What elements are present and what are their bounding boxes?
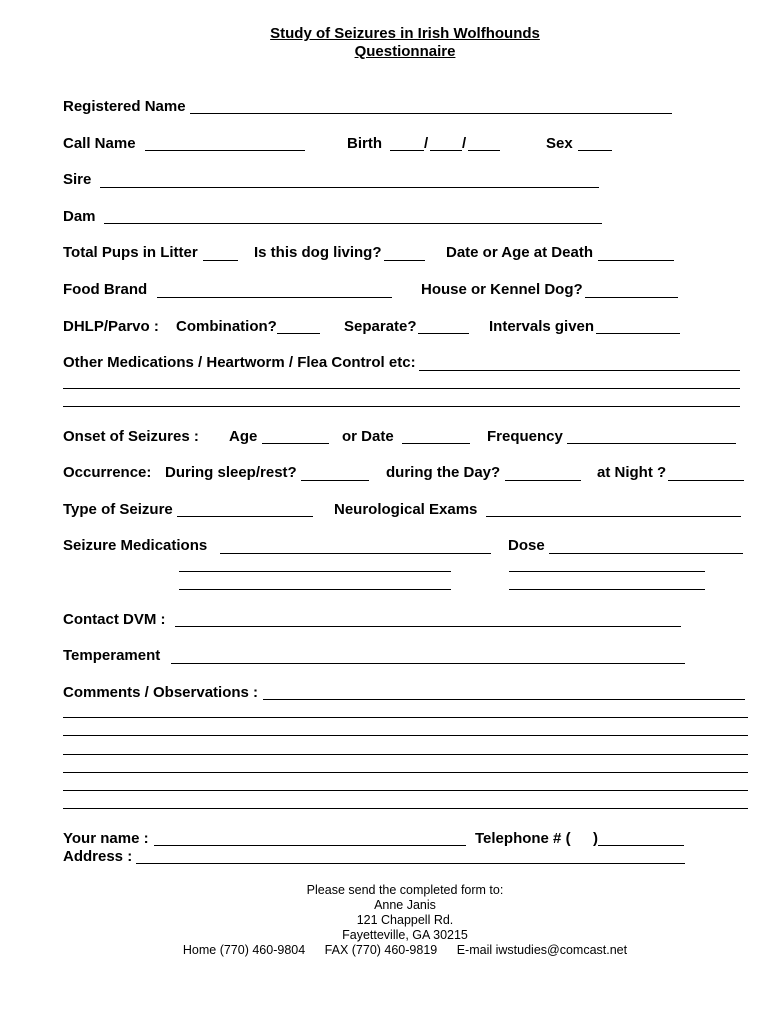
dose-line-1[interactable] bbox=[549, 553, 743, 554]
intervals-label: Intervals given bbox=[489, 318, 595, 335]
date-death-line[interactable] bbox=[598, 260, 674, 261]
food-brand-line[interactable] bbox=[157, 297, 392, 298]
other-meds-line-3[interactable] bbox=[63, 406, 740, 407]
intervals-line[interactable] bbox=[596, 333, 680, 334]
sire-label: Sire bbox=[63, 171, 92, 188]
comments-label: Comments / Observations : bbox=[63, 684, 259, 701]
house-kennel-label: House or Kennel Dog? bbox=[421, 281, 583, 298]
house-kennel-line[interactable] bbox=[585, 297, 678, 298]
total-pups-line[interactable] bbox=[203, 260, 238, 261]
other-meds-line-1[interactable] bbox=[419, 370, 740, 371]
birth-day-line[interactable] bbox=[430, 150, 462, 151]
total-pups-label: Total Pups in Litter bbox=[63, 244, 198, 261]
dose-label: Dose bbox=[508, 537, 545, 554]
contact-dvm-line[interactable] bbox=[175, 626, 681, 627]
separate-line[interactable] bbox=[418, 333, 469, 334]
temperament-label: Temperament bbox=[63, 647, 161, 664]
comments-line-1[interactable] bbox=[263, 699, 745, 700]
at-night-line[interactable] bbox=[668, 480, 744, 481]
other-meds-line-2[interactable] bbox=[63, 388, 740, 389]
birth-sep-2: / bbox=[462, 135, 467, 152]
dam-label: Dam bbox=[63, 208, 96, 225]
seizure-meds-line-3[interactable] bbox=[179, 589, 451, 590]
footer-contact bbox=[0, 943, 770, 958]
type-seizure-line[interactable] bbox=[177, 516, 313, 517]
comments-line-6[interactable] bbox=[63, 790, 748, 791]
comments-line-2[interactable] bbox=[63, 717, 748, 718]
dog-living-label: Is this dog living? bbox=[254, 244, 382, 261]
sire-line[interactable] bbox=[100, 187, 599, 188]
onset-date-line[interactable] bbox=[402, 443, 470, 444]
dam-line[interactable] bbox=[104, 223, 602, 224]
age-label: Age bbox=[229, 428, 258, 445]
footer-send-to: Please send the completed form to: bbox=[306, 883, 504, 897]
temperament-line[interactable] bbox=[171, 663, 685, 664]
neuro-exams-label: Neurological Exams bbox=[334, 501, 478, 518]
footer-street: 121 Chappell Rd. bbox=[356, 913, 454, 927]
form-subtitle: Questionnaire bbox=[354, 43, 456, 60]
footer-email[interactable]: E-mail iwstudies@comcast.net bbox=[456, 943, 628, 957]
comments-line-4[interactable] bbox=[63, 754, 748, 755]
your-name-line[interactable] bbox=[154, 845, 466, 846]
birth-year-line[interactable] bbox=[468, 150, 500, 151]
footer-home: Home (770) 460-9804 bbox=[182, 943, 306, 957]
during-day-line[interactable] bbox=[505, 480, 581, 481]
frequency-line[interactable] bbox=[567, 443, 736, 444]
dose-line-2[interactable] bbox=[509, 571, 705, 572]
address-line[interactable] bbox=[136, 863, 685, 864]
call-name-label: Call Name bbox=[63, 135, 136, 152]
type-seizure-label: Type of Seizure bbox=[63, 501, 173, 518]
dhlp-label: DHLP/Parvo : bbox=[63, 318, 159, 335]
combination-line[interactable] bbox=[277, 333, 320, 334]
seizure-meds-label: Seizure Medications bbox=[63, 537, 208, 554]
frequency-label: Frequency bbox=[487, 428, 563, 445]
neuro-exams-line[interactable] bbox=[486, 516, 741, 517]
your-name-label: Your name : bbox=[63, 830, 149, 847]
form-title: Study of Seizures in Irish Wolfhounds bbox=[270, 25, 540, 42]
food-brand-label: Food Brand bbox=[63, 281, 148, 298]
or-date-label: or Date bbox=[342, 428, 394, 445]
comments-line-5[interactable] bbox=[63, 772, 748, 773]
footer-fax: FAX (770) 460-9819 bbox=[324, 943, 438, 957]
dog-living-line[interactable] bbox=[384, 260, 425, 261]
age-line[interactable] bbox=[262, 443, 329, 444]
separate-label: Separate? bbox=[344, 318, 417, 335]
address-label: Address : bbox=[63, 848, 133, 865]
registered-name-label: Registered Name bbox=[63, 98, 186, 115]
comments-line-7[interactable] bbox=[63, 808, 748, 809]
birth-sep-1: / bbox=[424, 135, 429, 152]
birth-label: Birth bbox=[347, 135, 382, 152]
telephone-label: Telephone # ( bbox=[475, 830, 571, 847]
telephone-close: ) bbox=[593, 830, 598, 847]
contact-dvm-label: Contact DVM : bbox=[63, 611, 166, 628]
date-death-label: Date or Age at Death bbox=[446, 244, 593, 261]
birth-month-line[interactable] bbox=[390, 150, 424, 151]
comments-line-3[interactable] bbox=[63, 735, 748, 736]
during-sleep-line[interactable] bbox=[301, 480, 369, 481]
dose-line-3[interactable] bbox=[509, 589, 705, 590]
during-sleep-label: During sleep/rest? bbox=[165, 464, 297, 481]
registered-name-line[interactable] bbox=[190, 113, 672, 114]
seizure-meds-line-2[interactable] bbox=[179, 571, 451, 572]
footer-name: Anne Janis bbox=[374, 898, 436, 912]
occurrence-label: Occurrence: bbox=[63, 464, 152, 481]
sex-label: Sex bbox=[546, 135, 573, 152]
other-meds-label: Other Medications / Heartworm / Flea Control etc: bbox=[63, 354, 416, 371]
at-night-label: at Night ? bbox=[597, 464, 667, 481]
onset-label: Onset of Seizures : bbox=[63, 428, 199, 445]
combination-label: Combination? bbox=[176, 318, 277, 335]
during-day-label: during the Day? bbox=[386, 464, 501, 481]
seizure-meds-line-1[interactable] bbox=[220, 553, 491, 554]
footer-city: Fayetteville, GA 30215 bbox=[342, 928, 468, 942]
call-name-line[interactable] bbox=[145, 150, 305, 151]
sex-line[interactable] bbox=[578, 150, 612, 151]
telephone-line[interactable] bbox=[598, 845, 684, 846]
